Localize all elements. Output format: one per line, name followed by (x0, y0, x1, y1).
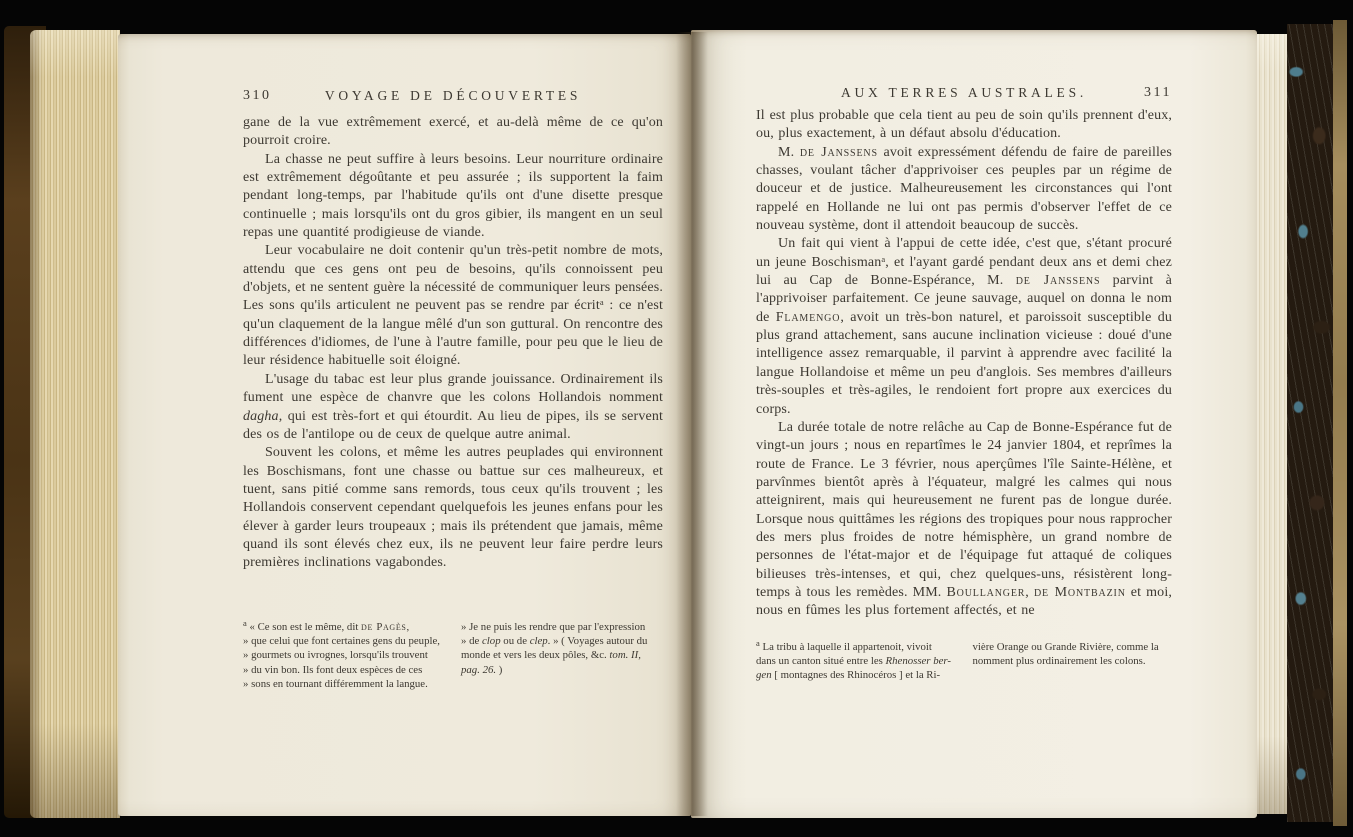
footnote-column: $^a$ La tribu à laquelle il appartenoit, vivoit dans un canton situé entre les Rhenosser ber- gen [ montagnes des Rhinocéros ] et la Ri- (756, 638, 951, 682)
paragraph: Un fait qui vient à l'appui de cette idée, c'est que, s'étant procuré un jeune Boschisman$^a$, et l'ayant gardé pendant deux ans et demi chez lui au Cap de Bonne-Espérance, M. de Janssens parvint à l'apprivoiser parfaitement. Ce jeune sauvage, auquel on donna le nom de Flamengo, avoit un très-bon naturel, et paroissoit susceptible du plus grand attachement, sans aucune inclination vicieuse : doué d'une intelligence assez remarquable, il parvint à apprendre avec facilité la langue Hollandoise et même un peu d'anglois. Ses membres d'ailleurs très-souples et très-agiles, le rendoient fort propre aux exercices du corps. (756, 236, 1172, 417)
footnote-column: vière Orange ou Grande Rivière, comme la nomment plus ordinairement les colons. (972, 641, 1159, 668)
right-page-header (756, 85, 1172, 103)
left-page-edge-stack (30, 30, 120, 818)
paragraph: M. de Janssens avoit expressément défendu de faire de pareilles chasses, voulant tâcher d'apprivoiser ces peuples par un régime de douceur et de justice. Malheureusement les circonstances qui l'ont rappelé en Hollande ne lui ont pas permis d'observer l'effet de ce nouveau système, dont il attendoit beaucoup de succès. (756, 144, 1172, 234)
paragraph: Souvent les colons, et même les autres peuplades qui environnent les Boschismans, font une chasse ou battue sur ces malheureux, et tuent, sans pitié comme sans remords, tous ceux qu'ils trouvent ; les Hollandois conservent cependant quelquefois les jeunes enfans pour les élever à garder leurs troupeaux ; mais ils prétendent que jamais, même quand ils sont élevés chez eux, ils ne peuvent leur faire perdre leurs premières inclinations vagabondes. (243, 445, 663, 571)
page-number-left: 310 (243, 88, 272, 103)
left-page (118, 34, 691, 816)
running-header-right: AUX TERRES AUSTRALES. (840, 85, 1088, 100)
paragraph: La durée totale de notre relâche au Cap de Bonne-Espérance fut de vingt-un jours ; nous en repartîmes le 24 janvier 1804, et reprîmes la route de France. Le 3 février, nous aperçûmes l'île Sainte-Hélène, et parvînmes bientôt après à l'équateur, malgré les calmes qui nous atteignirent, mais qui heureusement ne furent pas de longue durée. Lorsque nous quittâmes les régions des tropiques pour nous rapprocher des mers plus froides de notre hémisphère, un grand nombre de personnes de l'état-major et de l'équipage fut attaqué de coliques bilieuses très-intenses, et qui, chez quelques-uns, résistèrent long-temps à tous les remèdes. MM. Boullanger, de Montbazin et moi, nous en fûmes les plus fortement affectés, et ne (756, 419, 1172, 619)
page-number-right: 311 (1143, 85, 1172, 100)
paragraph: Il est plus probable que cela tient au peu de soin qu'ils prennent d'eux, ou, plus exactement, à un défaut absolu d'éducation. (756, 108, 1172, 142)
right-page (691, 30, 1257, 818)
running-header-left: VOYAGE DE DÉCOUVERTES (324, 88, 582, 103)
right-page-body-text (756, 107, 1172, 621)
paragraph: La chasse ne peut suffire à leurs besoins. Leur nourriture ordinaire est extrêmement dégoûtante et peu assurée ; ils supportent la faim pendant long-temps, par l'habitude qu'ils ont d'une disette presque continuelle ; mais lorsqu'ils ont du gros gibier, ils mangent en un seul repas une quantité prodigieuse de viande. (243, 151, 663, 241)
marbled-cover-edge (1287, 24, 1333, 822)
paragraph: Leur vocabulaire ne doit contenir qu'un très-petit nombre de mots, attendu que ces gens ont peu de besoins, qu'ils connoissent peu d'objets, et ne sentent guère la nécessité de communiquer leurs pensées. Les sons qu'ils articulent ne peuvent pas se rendre par écrit$^a$ : ce n'est qu'un claquement de la langue mêlé d'un son guttural. On rencontre des différences d'idiomes, de l'une à l'autre famille, pour peu que le lieu de leur résidence habituelle soit éloigné. (243, 243, 664, 369)
paragraph: gane de la vue extrêmement exercé, et au-delà même de ce qu'on pourroit croire. (243, 115, 663, 149)
left-page-header (243, 88, 663, 106)
footnote-column: $^a$ « Ce son est le même, dit de Pagès, » que celui que font certaines gens du peuple, » gourmets ou ivrognes, lorsqu'ils trouvent » du vin bon. Ils font deux espèces de ces » sons en tournant différemment la langue. (243, 618, 440, 690)
footnote-column: » Je ne puis les rendre que par l'expression » de clop ou de clep. » ( Voyages autour du monde et vers les deux pôles, &c. tom. II, pag. 26. ) (461, 621, 648, 676)
cover-board-edge (1333, 20, 1347, 826)
left-page-body-text (243, 114, 663, 573)
paragraph: L'usage du tabac est leur plus grande jouissance. Ordinairement ils fument une espèce de chanvre que les colons Hollandois nomment dagha, qui est très-fort et qui étourdit. Au lieu de pipes, ils se servent des os de l'antilope ou de ceux de quelque autre animal. (243, 371, 663, 442)
left-page-footnotes (243, 620, 665, 691)
right-page-edge-stack (1257, 34, 1287, 814)
right-page-footnotes (756, 640, 1174, 683)
